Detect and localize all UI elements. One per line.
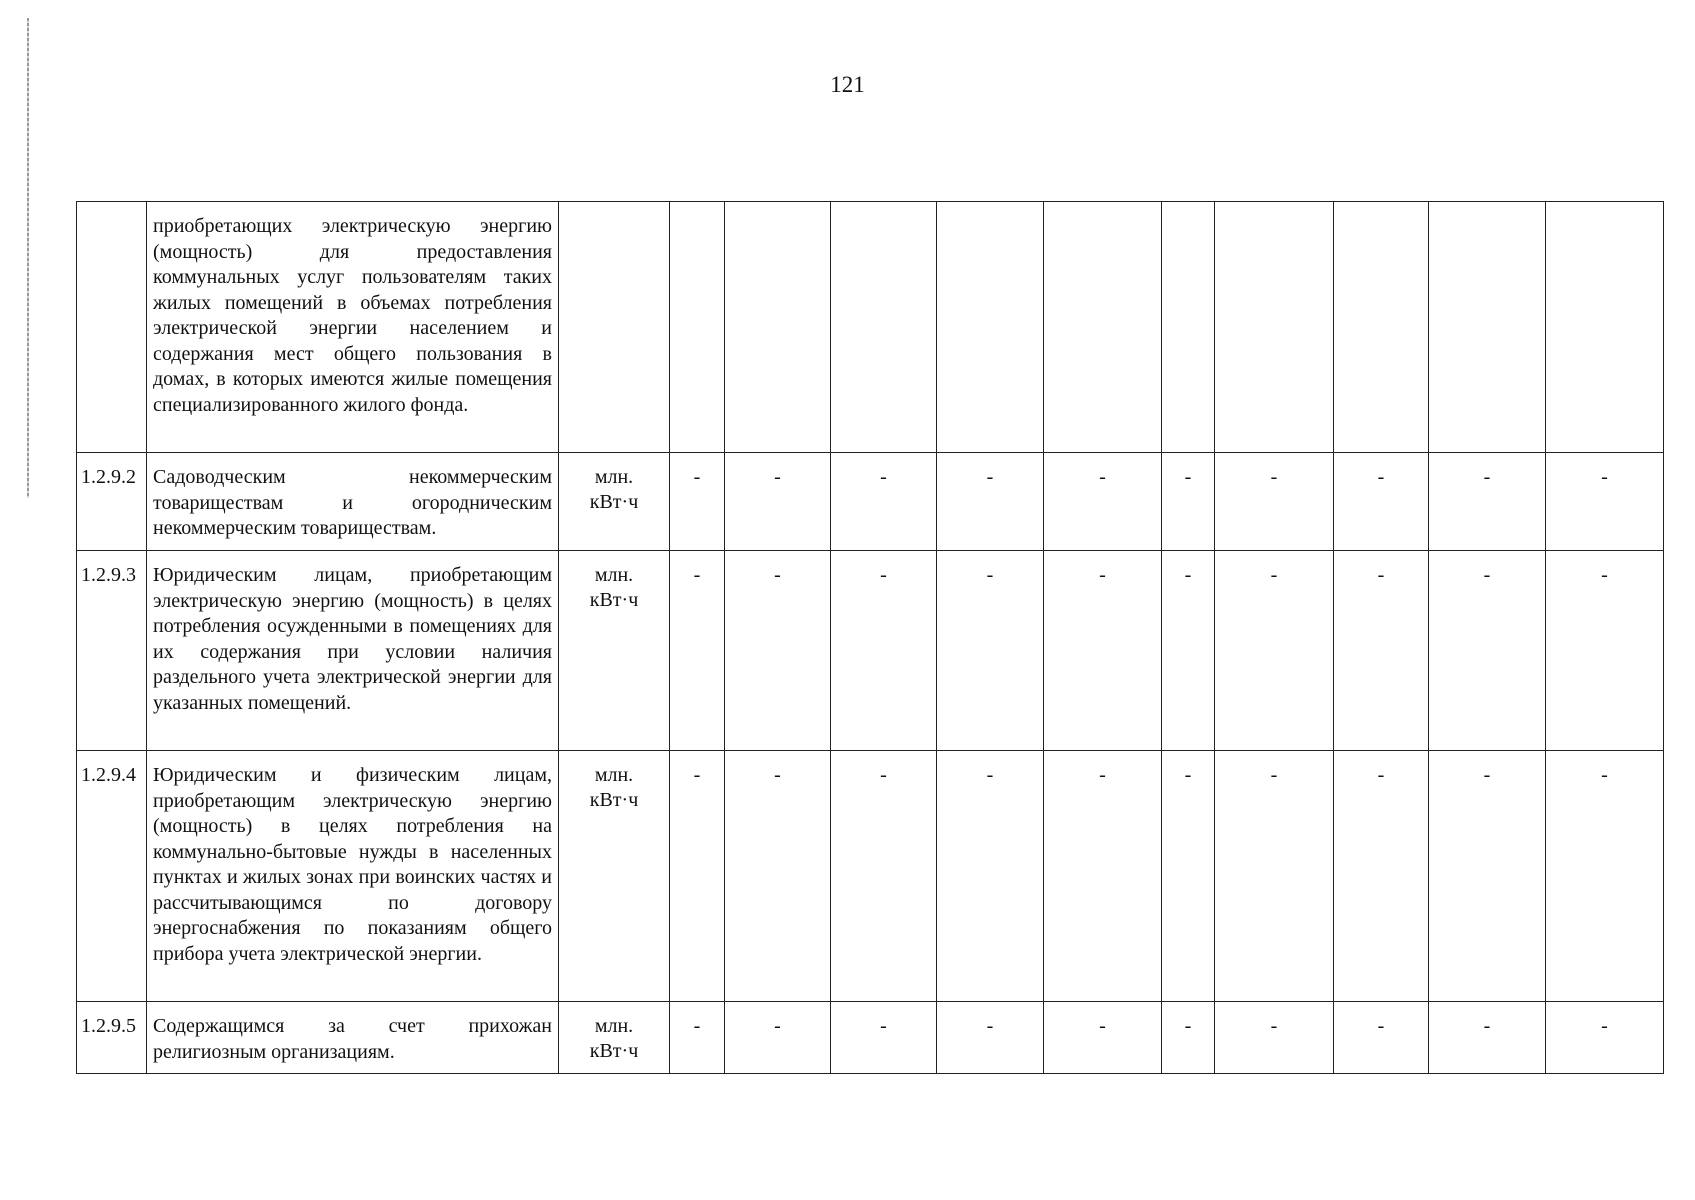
value-cell: - xyxy=(1429,751,1546,1002)
value-cell xyxy=(670,202,725,453)
value-cell: - xyxy=(1546,751,1664,1002)
unit-cell xyxy=(559,202,670,453)
value-cell xyxy=(725,202,831,453)
value-cell: - xyxy=(670,1002,725,1074)
value-cell: - xyxy=(1429,551,1546,751)
unit-line-1: млн. xyxy=(594,764,634,786)
value-cell: - xyxy=(670,751,725,1002)
value-cell: - xyxy=(725,453,831,551)
value-cell: - xyxy=(831,453,937,551)
table-row xyxy=(77,453,1664,551)
row-description: Садоводческим некоммерческим товариществам и огородническим некоммерческим товариществам. xyxy=(147,453,559,551)
row-number xyxy=(77,202,147,453)
value-cell: - xyxy=(831,551,937,751)
value-cell: - xyxy=(1162,453,1215,551)
row-number: 1.2.9.5 xyxy=(77,1002,147,1074)
value-cell: - xyxy=(1162,751,1215,1002)
row-number: 1.2.9.4 xyxy=(77,751,147,1002)
row-description: Юридическим и физическим лицам, приобретающим электрическую энергию (мощность) в целях потребления на коммунально-бытовые нужды в населенных пунктах и жилых зонах при воинских частях и рассчитывающимся по договору энергоснабжения по показаниям общего прибора учета электрической энергии. xyxy=(147,751,559,1002)
unit-line-1: млн. xyxy=(594,466,634,488)
table-row xyxy=(77,751,1664,1002)
row-description: Юридическим лицам, приобретающим электрическую энергию (мощность) в целях потребления осужденными в помещениях для их содержания при условии наличия раздельного учета электрической энергии для указанных помещений. xyxy=(147,551,559,751)
row-number: 1.2.9.3 xyxy=(77,551,147,751)
value-cell xyxy=(1215,202,1334,453)
unit-line-1: млн. xyxy=(594,1015,634,1037)
row-description: приобретающих электрическую энергию (мощность) для предоставления коммунальных услуг пользователям таких жилых помещений в объемах потребления электрической энергии населением и содержания мест общего пользования в домах, в которых имеются жилые помещения специализированного жилого фонда. xyxy=(147,202,559,453)
value-cell: - xyxy=(1429,1002,1546,1074)
value-cell: - xyxy=(725,1002,831,1074)
unit-line-2: кВт·ч xyxy=(589,589,639,611)
value-cell: - xyxy=(1044,1002,1162,1074)
value-cell: - xyxy=(1215,751,1334,1002)
table-row-continuation xyxy=(77,202,1664,453)
value-cell: - xyxy=(725,751,831,1002)
value-cell: - xyxy=(937,453,1044,551)
unit-line-2: кВт·ч xyxy=(589,789,639,811)
value-cell: - xyxy=(1334,551,1429,751)
value-cell: - xyxy=(1162,1002,1215,1074)
value-cell: - xyxy=(1044,453,1162,551)
page-number: 121 xyxy=(830,72,865,97)
value-cell: - xyxy=(1215,1002,1334,1074)
value-cell: - xyxy=(1215,551,1334,751)
value-cell xyxy=(1162,202,1215,453)
value-cell xyxy=(1044,202,1162,453)
value-cell: - xyxy=(1162,551,1215,751)
unit-cell xyxy=(559,751,670,1002)
unit-cell xyxy=(559,551,670,751)
value-cell xyxy=(1429,202,1546,453)
value-cell: - xyxy=(670,453,725,551)
table-row xyxy=(77,551,1664,751)
value-cell: - xyxy=(937,751,1044,1002)
value-cell: - xyxy=(937,551,1044,751)
value-cell xyxy=(937,202,1044,453)
value-cell: - xyxy=(1546,453,1664,551)
unit-line-1: млн. xyxy=(594,564,634,586)
value-cell: - xyxy=(1334,751,1429,1002)
value-cell: - xyxy=(831,751,937,1002)
unit-cell xyxy=(559,453,670,551)
value-cell xyxy=(1546,202,1664,453)
value-cell: - xyxy=(1334,453,1429,551)
value-cell: - xyxy=(1215,453,1334,551)
value-cell: - xyxy=(1334,1002,1429,1074)
unit-line-2: кВт·ч xyxy=(589,1040,639,1062)
value-cell xyxy=(1334,202,1429,453)
value-cell: - xyxy=(670,551,725,751)
value-cell: - xyxy=(937,1002,1044,1074)
table-row xyxy=(77,1002,1664,1074)
value-cell: - xyxy=(1044,551,1162,751)
unit-cell xyxy=(559,1002,670,1074)
value-cell xyxy=(831,202,937,453)
row-number: 1.2.9.2 xyxy=(77,453,147,551)
unit-line-2: кВт·ч xyxy=(589,491,639,513)
value-cell: - xyxy=(1546,551,1664,751)
value-cell: - xyxy=(725,551,831,751)
value-cell: - xyxy=(1429,453,1546,551)
row-description: Содержащимся за счет прихожан религиозным организациям. xyxy=(147,1002,559,1074)
tariff-table xyxy=(76,201,1664,1074)
value-cell: - xyxy=(1546,1002,1664,1074)
value-cell: - xyxy=(1044,751,1162,1002)
value-cell: - xyxy=(831,1002,937,1074)
